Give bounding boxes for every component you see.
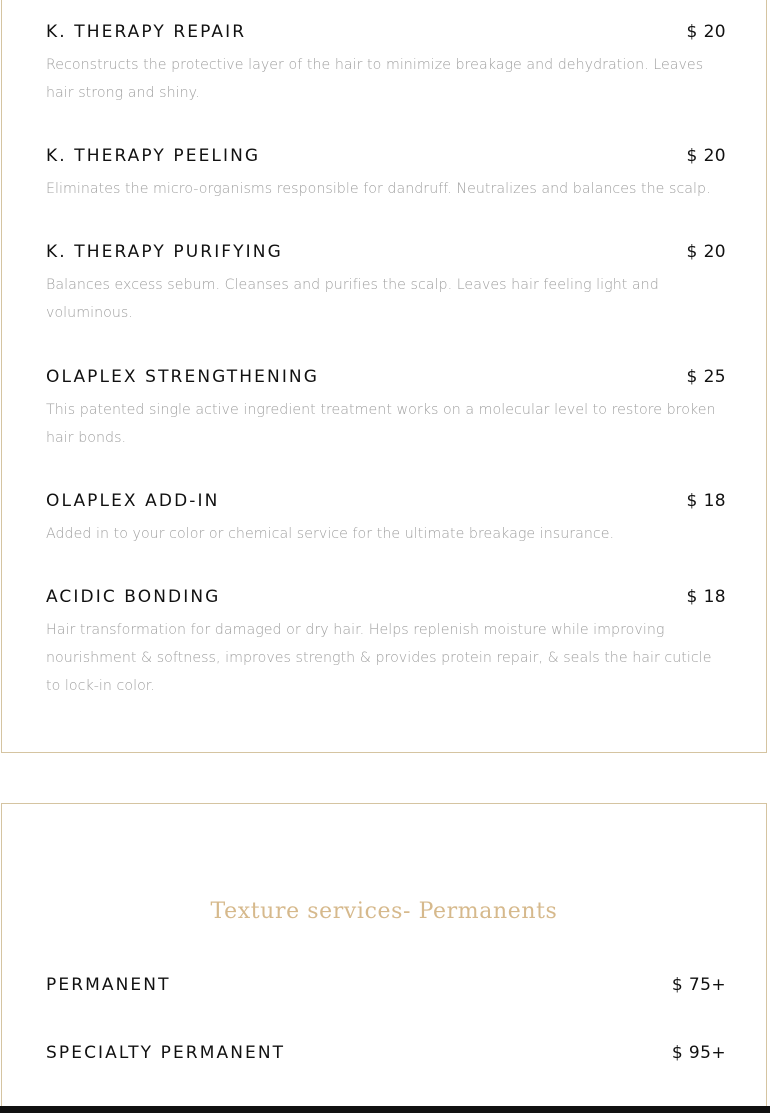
service-price: $ 20 — [686, 242, 726, 262]
service-description: Added in to your color or chemical service for the ultimate breakage insurance. — [46, 526, 615, 542]
service-name: OLAPLEX ADD-IN — [46, 491, 220, 511]
service-price: $ 20 — [686, 22, 726, 42]
service-item-header — [46, 366, 726, 388]
service-price: $ 75+ — [671, 975, 726, 995]
service-name: K. THERAPY REPAIR — [46, 22, 247, 42]
service-price: $ 20 — [686, 146, 726, 166]
service-item-olaplex-add-in — [46, 490, 726, 548]
service-item-header — [46, 145, 726, 167]
service-item-permanent — [46, 974, 726, 996]
service-item-header — [46, 974, 726, 996]
service-description: Hair transformation for damaged or dry hair. Helps replenish moisture while improving nourishment & softness, improves strength & provides protein repair, & seals the hair cuticle to lock-in color. — [46, 622, 712, 694]
service-description: Eliminates the micro-organisms responsible for dandruff. Neutralizes and balances the scalp. — [46, 181, 711, 197]
service-item-k-therapy-purifying — [46, 241, 726, 327]
service-item-acidic-bonding — [46, 586, 726, 700]
service-name: K. THERAPY PURIFYING — [46, 242, 283, 262]
service-item-k-therapy-peeling — [46, 145, 726, 203]
service-description: Reconstructs the protective layer of the hair to minimize breakage and dehydration. Leaves hair strong and shiny. — [46, 57, 704, 101]
service-price: $ 18 — [686, 491, 726, 511]
service-price: $ 95+ — [671, 1043, 726, 1063]
service-item-k-therapy-repair — [46, 21, 726, 107]
service-item-olaplex-strengthening — [46, 366, 726, 452]
service-item-header — [46, 490, 726, 512]
service-name: OLAPLEX STRENGTHENING — [46, 367, 320, 387]
texture-services-panel — [1, 803, 767, 1113]
service-item-header — [46, 21, 726, 43]
service-item-header — [46, 1042, 726, 1064]
service-item-header — [46, 241, 726, 263]
bottom-bar — [0, 1106, 770, 1113]
service-description: Balances excess sebum. Cleanses and purifies the scalp. Leaves hair feeling light and voluminous. — [46, 277, 659, 321]
service-item-header — [46, 586, 726, 608]
service-item-specialty-permanent — [46, 1042, 726, 1064]
section-title: Texture services- Permanents — [210, 899, 558, 924]
service-name: ACIDIC BONDING — [46, 587, 221, 607]
service-name: K. THERAPY PEELING — [46, 146, 261, 166]
service-name: PERMANENT — [46, 975, 171, 995]
service-name: SPECIALTY PERMANENT — [46, 1043, 286, 1063]
service-price: $ 18 — [686, 587, 726, 607]
treatments-panel — [1, 0, 767, 753]
service-description: This patented single active ingredient treatment works on a molecular level to restore broken hair bonds. — [46, 402, 716, 446]
service-price: $ 25 — [686, 367, 726, 387]
